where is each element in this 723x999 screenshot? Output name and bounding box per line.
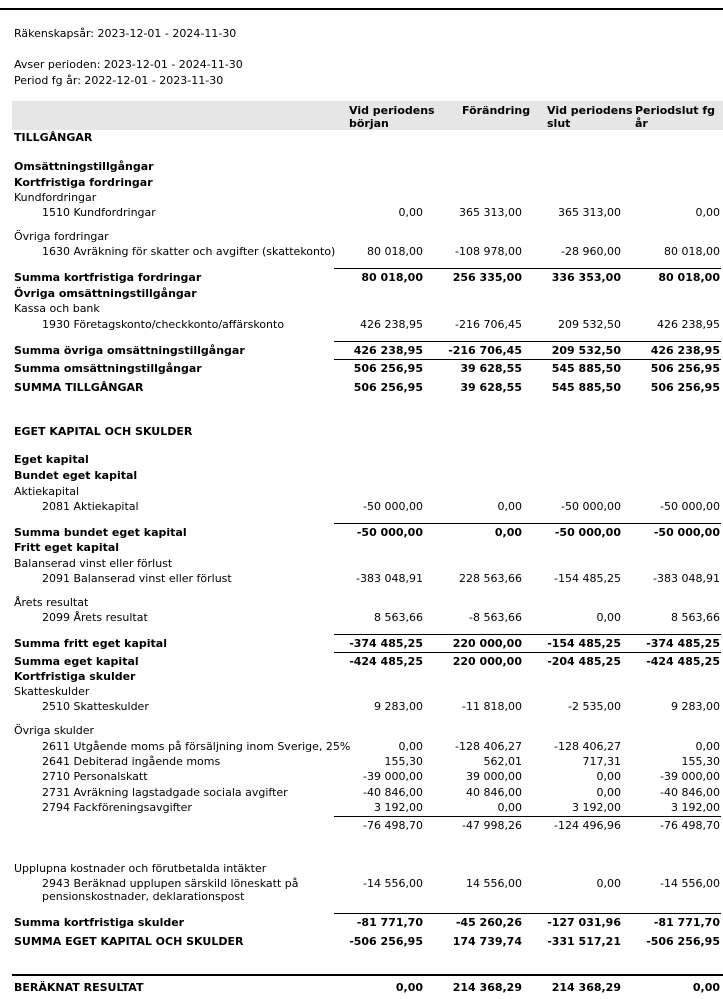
amount-cell: -108 978,00	[455, 245, 522, 258]
fiscal-year: Räkenskapsår: 2023-12-01 - 2024-11-30	[14, 27, 237, 40]
section-label: Kortfristiga skulder	[14, 670, 136, 683]
account-label: 2099 Årets resultat	[42, 611, 148, 624]
group-label: Skatteskulder	[14, 685, 90, 698]
amount-cell: -11 818,00	[462, 700, 522, 713]
amount-cell: 155,30	[681, 755, 720, 768]
amount-cell: 3 192,00	[671, 801, 720, 814]
amount-cell: -128 406,27	[455, 740, 522, 753]
section-label: SUMMA TILLGÅNGAR	[14, 381, 144, 394]
section-label: Fritt eget kapital	[14, 541, 120, 554]
summary-rule	[334, 359, 721, 360]
amount-cell: -40 846,00	[660, 786, 720, 799]
amount-cell: 506 256,95	[353, 381, 423, 394]
summary-rule	[334, 341, 721, 342]
summary-rule	[334, 913, 721, 914]
result-rule	[12, 974, 723, 976]
column-header-end: Vid periodens slut	[547, 104, 633, 130]
section-label: Summa omsättningstillgångar	[14, 362, 202, 375]
amount-cell: 80 018,00	[367, 245, 423, 258]
amount-cell: -204 485,25	[547, 655, 621, 668]
amount-cell: 256 335,00	[452, 271, 522, 284]
account-label: 1630 Avräkning för skatter och avgifter (skattekonto)	[42, 245, 336, 258]
amount-cell: 80 018,00	[658, 271, 720, 284]
amount-cell: -50 000,00	[356, 526, 423, 539]
amount-cell: 0,00	[395, 981, 423, 994]
amount-cell: -81 771,70	[653, 916, 720, 929]
amount-cell: 9 283,00	[374, 700, 423, 713]
section-label: Summa eget kapital	[14, 655, 139, 668]
group-label: Kassa och bank	[14, 302, 100, 315]
amount-cell: 0,00	[398, 740, 423, 753]
account-label: 2731 Avräkning lagstadgade sociala avgifter	[42, 786, 288, 799]
amount-cell: 40 846,00	[466, 786, 522, 799]
account-label: 2611 Utgående moms på försäljning inom Sverige, 25%	[42, 740, 351, 753]
amount-cell: -28 960,00	[561, 245, 621, 258]
amount-cell: 426 238,95	[353, 344, 423, 357]
amount-cell: -39 000,00	[363, 770, 423, 783]
amount-cell: 228 563,66	[459, 572, 522, 585]
section-label: Summa kortfristiga fordringar	[14, 271, 202, 284]
amount-cell: 0,00	[398, 206, 423, 219]
amount-cell: -45 260,26	[455, 916, 522, 929]
group-label: Kundfordringar	[14, 191, 97, 204]
amount-cell: -216 706,45	[455, 318, 522, 331]
amount-cell: 209 532,50	[551, 344, 621, 357]
column-header-start: Vid periodens början	[349, 104, 435, 130]
section-label: BERÄKNAT RESULTAT	[14, 981, 144, 994]
group-label: Övriga skulder	[14, 724, 95, 737]
account-label: 1930 Företagskonto/checkkonto/affärskonto	[42, 318, 285, 331]
previous-period: Period fg år: 2022-12-01 - 2023-11-30	[14, 74, 224, 87]
group-label: Aktiekapital	[14, 485, 80, 498]
amount-cell: 8 563,66	[671, 611, 720, 624]
amount-cell: 545 885,50	[551, 362, 621, 375]
summary-rule	[334, 816, 721, 817]
column-header-change: Förändring	[462, 104, 531, 117]
column-header-prev-year: Periodslut fg år	[635, 104, 716, 130]
amount-cell: 9 283,00	[671, 700, 720, 713]
summary-rule	[334, 523, 721, 524]
amount-cell: -216 706,45	[448, 344, 522, 357]
column-header-bar	[12, 101, 723, 130]
amount-cell: -424 485,25	[349, 655, 423, 668]
amount-cell: 0,00	[497, 500, 522, 513]
amount-cell: -76 498,70	[363, 819, 423, 832]
summary-rule	[334, 268, 721, 269]
amount-cell: 0,00	[596, 611, 621, 624]
amount-cell: -506 256,95	[646, 935, 720, 948]
account-label: 2641 Debiterad ingående moms	[42, 755, 221, 768]
account-label: 1510 Kundfordringar	[42, 206, 156, 219]
section-label: Bundet eget kapital	[14, 469, 138, 482]
group-label: Balanserad vinst eller förlust	[14, 557, 173, 570]
amount-cell: -383 048,91	[356, 572, 423, 585]
amount-cell: 545 885,50	[551, 381, 621, 394]
section-label: Övriga omsättningstillgångar	[14, 287, 197, 300]
section-label: Summa övriga omsättningstillgångar	[14, 344, 245, 357]
amount-cell: -506 256,95	[349, 935, 423, 948]
amount-cell: 426 238,95	[657, 318, 720, 331]
amount-cell: -154 485,25	[554, 572, 621, 585]
group-label: Övriga fordringar	[14, 230, 109, 243]
report-period: Avser perioden: 2023-12-01 - 2024-11-30	[14, 58, 243, 71]
account-label: 2710 Personalskatt	[42, 770, 148, 783]
account-label: 2081 Aktiekapital	[42, 500, 139, 513]
amount-cell: 39 628,55	[460, 362, 522, 375]
amount-cell: -50 000,00	[653, 526, 720, 539]
amount-cell: 220 000,00	[452, 637, 522, 650]
group-label: Upplupna kostnader och förutbetalda intäkter	[14, 862, 267, 875]
amount-cell: -14 556,00	[363, 877, 423, 890]
account-label: 2943 Beräknad upplupen särskild löneskatt på	[42, 877, 299, 890]
amount-cell: 80 018,00	[664, 245, 720, 258]
amount-cell: 0,00	[494, 526, 522, 539]
amount-cell: -40 846,00	[363, 786, 423, 799]
amount-cell: 155,30	[384, 755, 423, 768]
section-label: Summa fritt eget kapital	[14, 637, 167, 650]
amount-cell: 39 628,55	[460, 381, 522, 394]
amount-cell: 426 238,95	[360, 318, 423, 331]
amount-cell: -128 406,27	[554, 740, 621, 753]
amount-cell: 365 313,00	[558, 206, 621, 219]
section-label: EGET KAPITAL OCH SKULDER	[14, 425, 193, 438]
amount-cell: -50 000,00	[363, 500, 423, 513]
amount-cell: 717,31	[582, 755, 621, 768]
amount-cell: 14 556,00	[466, 877, 522, 890]
amount-cell: 336 353,00	[551, 271, 621, 284]
account-label-continued: pensionskostnader, deklarationspost	[42, 890, 245, 903]
amount-cell: -50 000,00	[561, 500, 621, 513]
amount-cell: 220 000,00	[452, 655, 522, 668]
amount-cell: 426 238,95	[650, 344, 720, 357]
amount-cell: -14 556,00	[660, 877, 720, 890]
account-label: 2510 Skatteskulder	[42, 700, 149, 713]
amount-cell: 0,00	[695, 206, 720, 219]
amount-cell: 3 192,00	[374, 801, 423, 814]
section-label: Omsättningstillgångar	[14, 160, 154, 173]
amount-cell: 3 192,00	[572, 801, 621, 814]
account-label: 2794 Fackföreningsavgifter	[42, 801, 192, 814]
amount-cell: 80 018,00	[361, 271, 423, 284]
amount-cell: -374 485,25	[646, 637, 720, 650]
amount-cell: 209 532,50	[558, 318, 621, 331]
section-label: TILLGÅNGAR	[14, 131, 93, 144]
amount-cell: -81 771,70	[356, 916, 423, 929]
amount-cell: -76 498,70	[660, 819, 720, 832]
section-label: Eget kapital	[14, 453, 89, 466]
top-rule	[0, 8, 723, 10]
amount-cell: 0,00	[692, 981, 720, 994]
amount-cell: -383 048,91	[653, 572, 720, 585]
amount-cell: -124 496,96	[554, 819, 621, 832]
group-label: Årets resultat	[14, 596, 89, 609]
amount-cell: 214 368,29	[452, 981, 522, 994]
amount-cell: -331 517,21	[547, 935, 621, 948]
summary-rule	[334, 652, 721, 653]
amount-cell: 0,00	[596, 877, 621, 890]
amount-cell: 174 739,74	[452, 935, 522, 948]
amount-cell: 365 313,00	[459, 206, 522, 219]
amount-cell: 39 000,00	[466, 770, 522, 783]
section-label: Summa kortfristiga skulder	[14, 916, 185, 929]
amount-cell: -8 563,66	[469, 611, 522, 624]
amount-cell: 8 563,66	[374, 611, 423, 624]
amount-cell: -127 031,96	[547, 916, 621, 929]
section-label: Summa bundet eget kapital	[14, 526, 187, 539]
amount-cell: 0,00	[497, 801, 522, 814]
section-label: Kortfristiga fordringar	[14, 176, 153, 189]
section-label: SUMMA EGET KAPITAL OCH SKULDER	[14, 935, 244, 948]
amount-cell: 0,00	[596, 786, 621, 799]
amount-cell: -374 485,25	[349, 637, 423, 650]
account-label: 2091 Balanserad vinst eller förlust	[42, 572, 232, 585]
amount-cell: 0,00	[596, 770, 621, 783]
amount-cell: -154 485,25	[547, 637, 621, 650]
amount-cell: 0,00	[695, 740, 720, 753]
amount-cell: 506 256,95	[650, 381, 720, 394]
amount-cell: -2 535,00	[568, 700, 621, 713]
amount-cell: -50 000,00	[660, 500, 720, 513]
amount-cell: -39 000,00	[660, 770, 720, 783]
amount-cell: 562,01	[483, 755, 522, 768]
amount-cell: 214 368,29	[551, 981, 621, 994]
amount-cell: 506 256,95	[353, 362, 423, 375]
summary-rule	[334, 634, 721, 635]
amount-cell: -50 000,00	[554, 526, 621, 539]
amount-cell: -424 485,25	[646, 655, 720, 668]
amount-cell: -47 998,26	[462, 819, 522, 832]
amount-cell: 506 256,95	[650, 362, 720, 375]
